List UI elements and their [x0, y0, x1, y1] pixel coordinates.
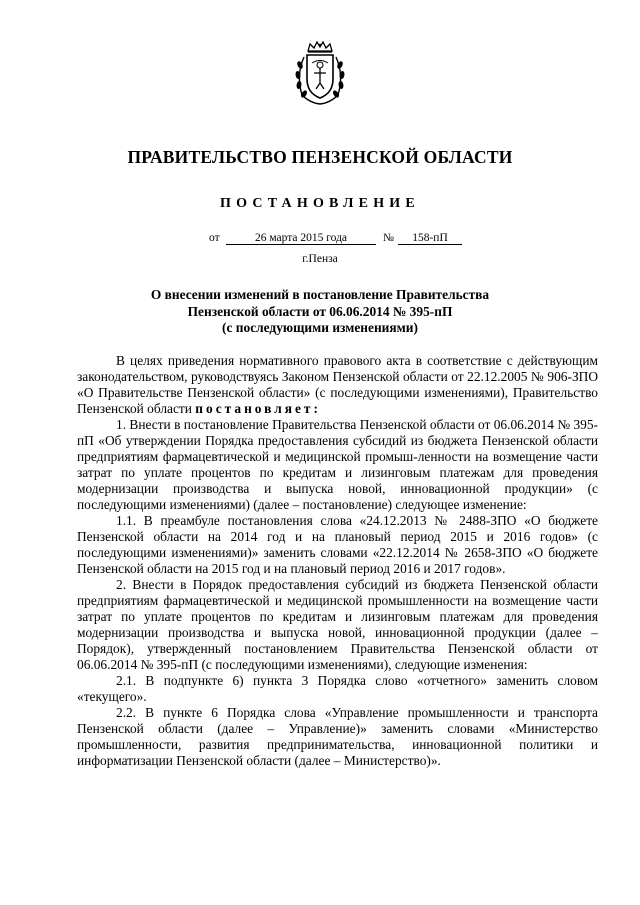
city-label: г.Пенза [302, 253, 338, 265]
date-value: 26 марта 2015 года [226, 232, 376, 245]
subject-line-3: (с последующими изменениями) [222, 320, 418, 335]
paragraph-1: 1. Внести в постановление Правительства Пензенской области от 06.06.2014 № 395-пП «Об утверждении Порядка предоставления субсидий из бюджета Пензенской области предприятиям фармацевтической и медицинской промыш-ленности на возмещение части затрат по уплате процентов по кредитам и лизинговым платежам для проведения модернизации производства и выпуска новой, инновационной продукции» (с последующими изменениями) (далее – постановление) следующее изменение: [77, 417, 598, 512]
paragraph-2-2: 2.2. В пункте 6 Порядка слова «Управление промышленности и транспорта Пензенской области (далее – Управление)» заменить словами «Министерство промышленности, развития предпринимательства, инновационной политики и информатизации Пензенской области (далее – Министерство)». [77, 705, 598, 768]
document-number: 158-пП [398, 232, 462, 245]
document-subject [100, 287, 540, 337]
paragraph-preamble [77, 353, 598, 417]
date-number-line [0, 232, 640, 250]
document-type-title: ПОСТАНОВЛЕНИЕ [220, 196, 420, 211]
subject-line-2: Пензенской области от 06.06.2014 № 395-пП [187, 303, 453, 319]
decree-keyword: постановляет: [195, 401, 321, 416]
coat-of-arms-icon [292, 41, 348, 105]
date-prefix: от [209, 232, 220, 244]
paragraph-2-1: 2.1. В подпункте 6) пункта 3 Порядка слово «отчетного» заменить словом «текущего». [77, 673, 598, 704]
paragraph-1-1: 1.1. В преамбуле постановления слова «24.12.2013 № 2488-ЗПО «О бюджете Пензенской области на 2014 год и на плановый период 2015 и 2016 годов» (с последующими изменениями)» заменить словами «22.12.2014 № 2658-ЗПО «О бюджете Пензенской области на 2015 год и на плановый период 2016 и 2017 годов». [77, 513, 598, 576]
paragraph-2: 2. Внести в Порядок предоставления субсидий из бюджета Пензенской области предприятиям фармацевтической и медицинской промышленности на возмещение части затрат по уплате процентов по кредитам и лизинговым платежам для проведения модернизации производства и выпуска новой, инновационной продукции (далее – Порядок), утвержденный постановлением Правительства Пензенской области от 06.06.2014 № 395-пП (с последующими изменениями), следующие изменения: [77, 577, 598, 672]
subject-line-1: О внесении изменений в постановление Правительства [150, 287, 490, 302]
government-title: ПРАВИТЕЛЬСТВО ПЕНЗЕНСКОЙ ОБЛАСТИ [127, 147, 513, 167]
number-sign: № [383, 232, 394, 244]
preamble-text: В целях приведения нормативного правового акта в соответствие с действующим законодательством, руководствуясь Законом Пензенской области от 22.12.2005 № 906-ЗПО «О Правительстве Пензенской области» (с последующими изменениями), Правительство Пензенской области [77, 353, 598, 416]
document-body [77, 353, 598, 769]
